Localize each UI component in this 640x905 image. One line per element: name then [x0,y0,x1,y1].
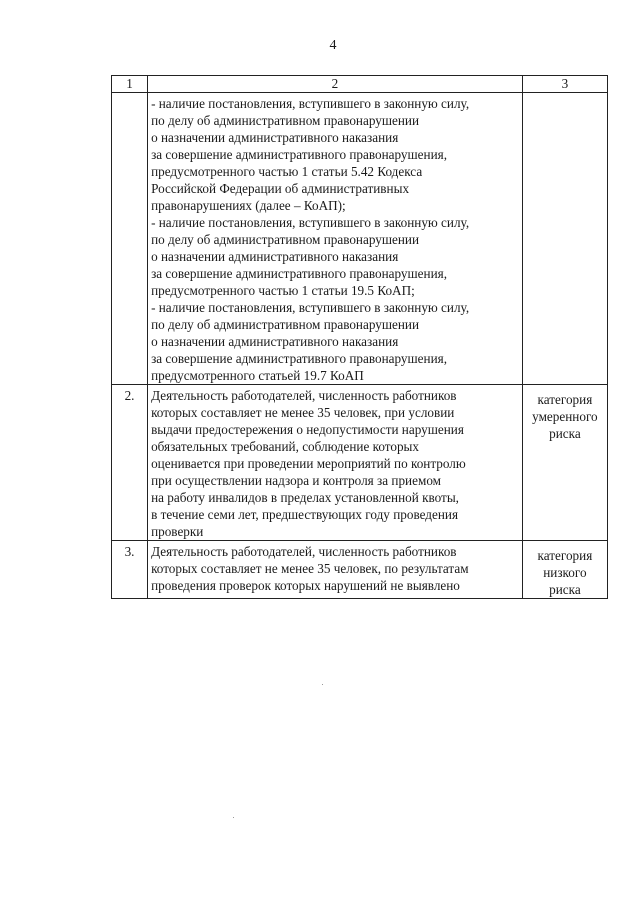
text-line: правонарушениях (далее – КоАП); [151,198,346,213]
category-line: категория [537,392,593,407]
category-line: риска [549,426,581,441]
category-line: категория [537,548,593,563]
text-line: по делу об административном правонарушении [151,232,420,247]
text-line: о назначении административного наказания [151,249,399,264]
table-row [112,385,608,541]
text-line: Российской Федерации об административных [151,181,410,196]
row-description [148,541,523,599]
table-row [112,93,608,385]
text-line: предусмотренного статьей 19.7 КоАП [151,368,364,383]
text-line: по делу об административном правонарушении [151,317,420,332]
table-header-row [112,76,608,93]
risk-category-table [111,75,608,599]
text-line: которых составляет не менее 35 человек, по результатам [151,561,469,576]
row-number [112,93,148,385]
row-number: 2. [112,385,148,541]
text-line: обязательных требований, соблюдение которых [151,439,419,454]
row-number: 3. [112,541,148,599]
scan-speck [233,817,234,818]
text-line: - наличие постановления, вступившего в законную силу, [151,96,470,111]
text-line: - наличие постановления, вступившего в законную силу, [151,300,470,315]
text-line: - наличие постановления, вступившего в законную силу, [151,215,470,230]
text-line: проверки [151,524,204,539]
table-row [112,541,608,599]
header-col-2: 2 [148,76,523,93]
text-line: Деятельность работодателей, численность работников [151,544,457,559]
category-line: риска [549,582,581,597]
text-line: за совершение административного правонарушения, [151,147,448,162]
text-line: по делу об административном правонарушении [151,113,420,128]
text-line: при осуществлении надзора и контроля за приемом [151,473,442,488]
text-line: за совершение административного правонарушения, [151,266,448,281]
page-number: 4 [329,38,337,53]
row-category [522,541,607,599]
text-line: проведения проверок которых нарушений не выявлено [151,578,460,593]
category-line: низкого [543,565,587,580]
scan-speck [322,684,323,685]
text-line: оценивается при проведении мероприятий по контролю [151,456,466,471]
text-line: о назначении административного наказания [151,334,399,349]
text-line: предусмотренного частью 1 статьи 19.5 КоАП; [151,283,415,298]
text-line: выдачи предостережения о недопустимости нарушения [151,422,464,437]
header-col-1: 1 [112,76,148,93]
row-description [148,93,523,385]
text-line: предусмотренного частью 1 статьи 5.42 Кодекса [151,164,423,179]
text-line: за совершение административного правонарушения, [151,351,448,366]
text-line: на работу инвалидов в пределах установленной квоты, [151,490,459,505]
category-line: умеренного [532,409,598,424]
row-description [148,385,523,541]
text-line: о назначении административного наказания [151,130,399,145]
header-col-3: 3 [522,76,607,93]
row-category [522,93,607,385]
text-line: в течение семи лет, предшествующих году проведения [151,507,459,522]
text-line: которых составляет не менее 35 человек, при условии [151,405,455,420]
row-category [522,385,607,541]
text-line: Деятельность работодателей, численность работников [151,388,457,403]
